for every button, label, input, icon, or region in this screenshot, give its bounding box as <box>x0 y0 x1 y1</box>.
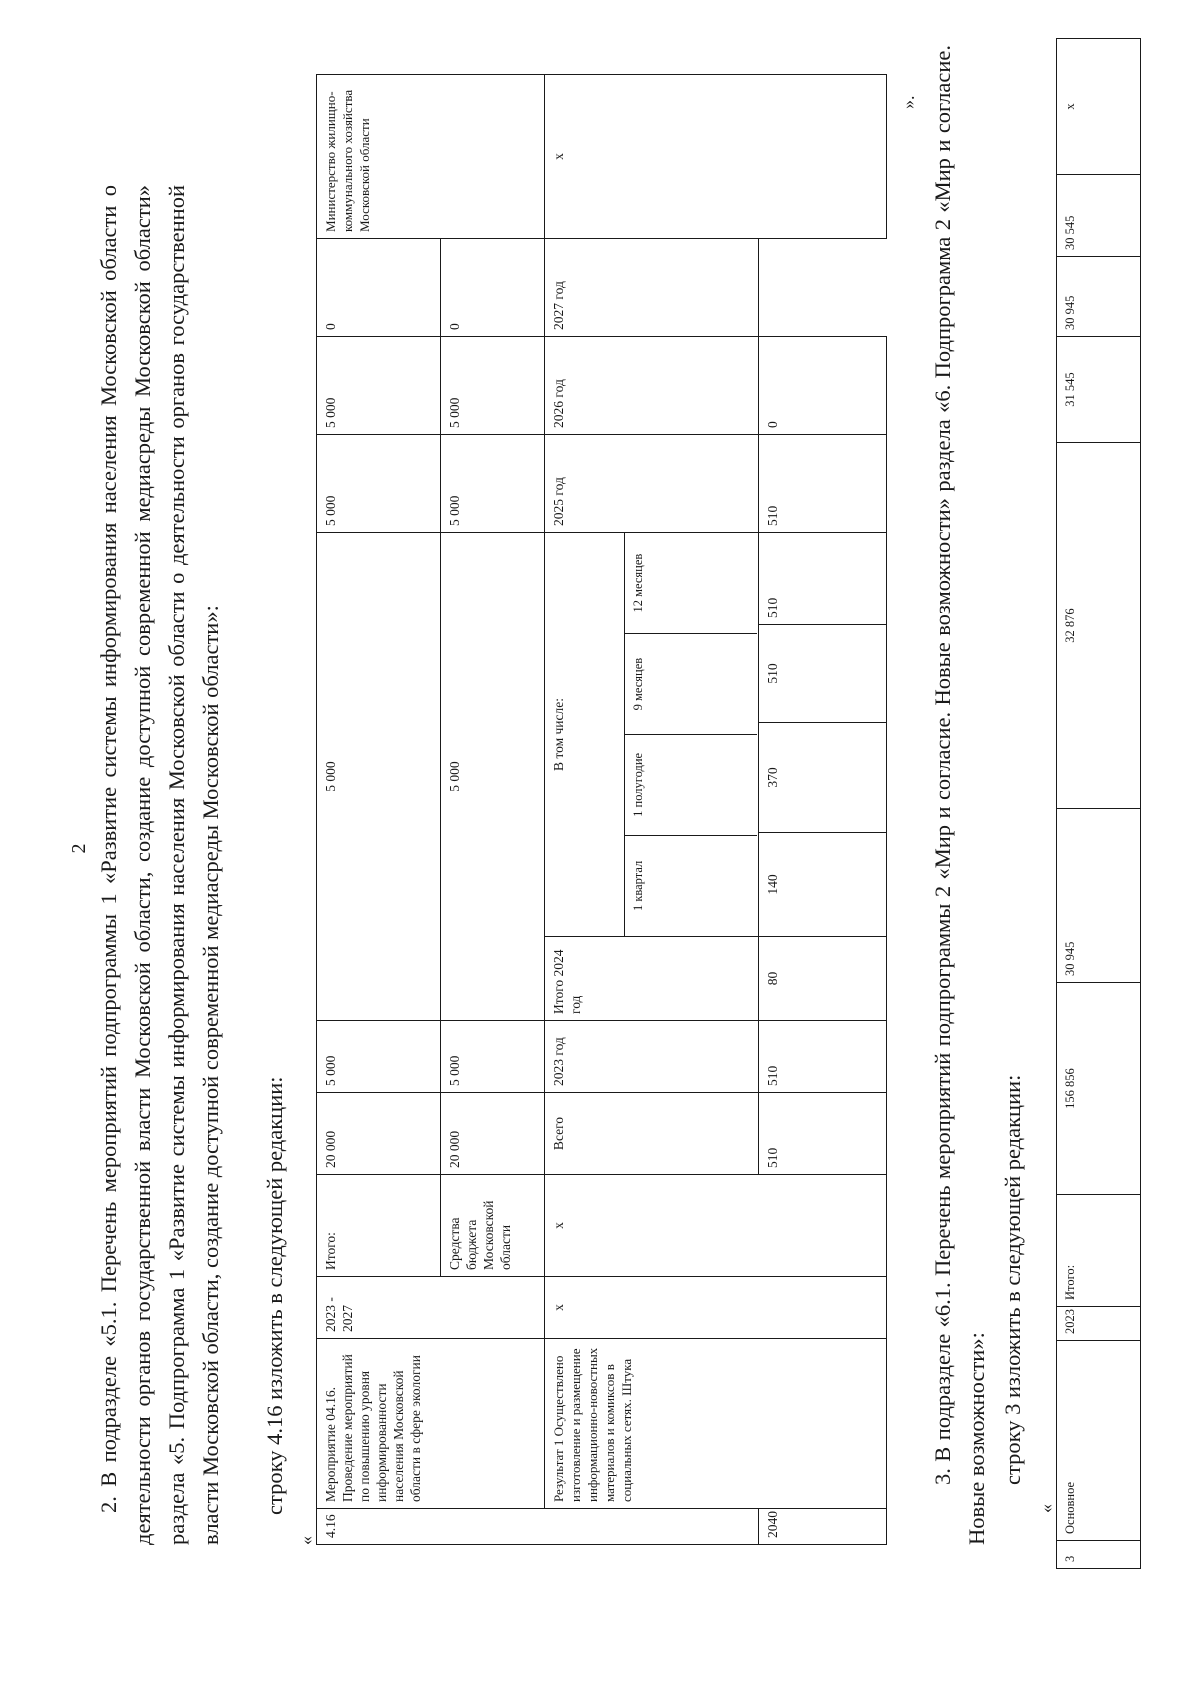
value-h1: 140 <box>759 833 887 937</box>
value-2026: 510 <box>759 434 887 532</box>
open-quote: « <box>296 1536 316 1545</box>
value-12m: 510 <box>759 625 887 723</box>
header-2023: 2023 год <box>545 1021 759 1093</box>
budget-all: 20 000 <box>441 1093 545 1175</box>
result-source: х <box>545 1175 887 1277</box>
year: 2023 <box>1057 1307 1141 1341</box>
section-2-instruction: строку 4.16 изложить в следующей редакции: <box>262 1076 287 1515</box>
value-2025-s3: 31 545 <box>1057 337 1141 443</box>
header-total: Всего <box>545 1093 759 1175</box>
open-quote-2: « <box>1036 1504 1056 1513</box>
value-2025: 510 <box>759 532 887 624</box>
source-total: Итого: <box>317 1175 441 1277</box>
header-h1: 1 полугодие <box>625 735 757 836</box>
value-2024-s3: 32 876 <box>1057 443 1141 809</box>
value-2023-s3: 30 945 <box>1057 809 1141 983</box>
value-2023: 510 <box>759 1093 887 1175</box>
responsible-s3: х <box>1057 39 1141 175</box>
including-label: В том числе: <box>545 533 625 936</box>
table-row <box>545 74 759 1544</box>
value-total: 2040 <box>759 1509 887 1545</box>
budget-2023: 5 000 <box>441 1021 545 1093</box>
result-responsible: х <box>545 74 887 238</box>
budget-2026: 5 000 <box>441 336 545 434</box>
row-number-3: 3 <box>1057 1541 1141 1569</box>
responsible-ministry: Министерство жилищно-коммунального хозяйства Московской области <box>317 74 545 238</box>
value-2027-s3: 30 545 <box>1057 175 1141 257</box>
header-2025: 2025 год <box>545 434 759 532</box>
table-row <box>317 74 441 1544</box>
header-including <box>545 532 759 936</box>
result-name: Результат 1 Осуществлено изготовление и размещение информационно-новостных материалов и комиксов в социальных сетях. Штука <box>545 1339 887 1509</box>
main-activity: Основное <box>1057 1341 1141 1541</box>
table-row <box>1057 39 1141 1569</box>
value-2026-s3: 30 945 <box>1057 257 1141 337</box>
section-3-paragraph <box>926 45 994 1545</box>
close-quote: ». <box>898 95 918 109</box>
total-2026: 5 000 <box>317 336 441 434</box>
total-all: 20 000 <box>317 1093 441 1175</box>
source-budget: Средства бюджета Московской области <box>441 1175 545 1277</box>
header-q1: 1 квартал <box>625 835 757 936</box>
budget-2025: 5 000 <box>441 434 545 532</box>
header-2027: 2027 год <box>545 238 759 336</box>
source: Итого: <box>1057 1195 1141 1307</box>
program-table <box>1056 38 1141 1569</box>
section-3-instruction: строку 3 изложить в следующей редакции: <box>1000 1074 1025 1485</box>
section-3-text: 3. В подразделе «6.1. Перечень мероприятий подпрограммы 2 «Мир и согласие. Новые возможности» раздела «6. Подпрограмма 2 «Мир и согласие. Новые возможности»: <box>930 45 989 1545</box>
activity-name: Мероприятие 04.16. Проведение мероприятий по повышению уровня информированности населения Московской области в сфере экологии <box>317 1339 545 1509</box>
value-q1: 80 <box>759 937 887 1021</box>
row-number: 4.16 <box>317 1509 759 1545</box>
activity-period: 2023 - 2027 <box>317 1277 545 1339</box>
section-2-paragraph <box>92 185 228 1545</box>
total-value: 156 856 <box>1057 983 1141 1195</box>
total-2024: 5 000 <box>317 532 441 1020</box>
section-2-text: 2. В подразделе «5.1. Перечень мероприятий подпрограммы 1 «Развитие системы информирования населения Московской области о деятельности органов государственной власти Московской области, создание доступной современной медиасреды Московской области» раздела «5. Подпрограмма 1 «Развитие системы информирования населения Московской области о деятельности органов государственной власти Московской области, создание доступной современной медиасреды Московской области»: <box>96 185 223 1545</box>
header-2024: Итого 2024 год <box>545 937 759 1021</box>
result-period: х <box>545 1277 887 1339</box>
header-2026: 2026 год <box>545 336 759 434</box>
total-2023: 5 000 <box>317 1021 441 1093</box>
quarter-header-table <box>625 533 757 936</box>
value-9m: 370 <box>759 723 887 833</box>
header-12m: 12 месяцев <box>625 533 757 634</box>
value-2027: 0 <box>759 336 887 434</box>
value-2024: 510 <box>759 1021 887 1093</box>
budget-2027: 0 <box>441 238 545 336</box>
page-number: 2 <box>68 843 90 854</box>
budget-2024: 5 000 <box>441 532 545 1020</box>
header-9m: 9 месяцев <box>625 634 757 735</box>
total-2027: 0 <box>317 238 441 336</box>
activities-table <box>316 74 887 1545</box>
total-2025: 5 000 <box>317 434 441 532</box>
